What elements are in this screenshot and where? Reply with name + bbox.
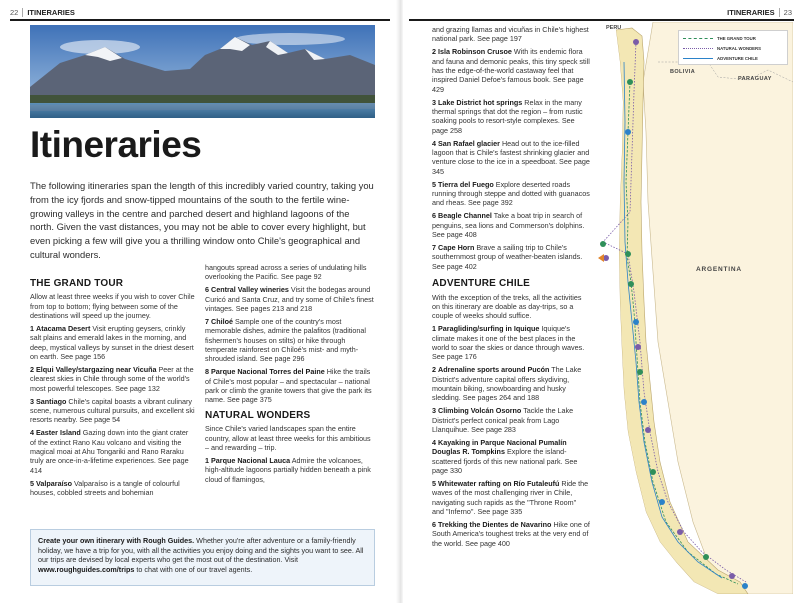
- list-item: 3 Lake District hot springs Relax in the many thermal springs that dot the region – from rustic soaking pools to resort-style complexes. See page 258: [432, 97, 583, 135]
- promo-link[interactable]: www.roughguides.com/trips: [38, 564, 135, 574]
- legend-item-grand-tour: THE GRAND TOUR: [683, 34, 756, 42]
- legend-swatch: [683, 48, 713, 49]
- header-rule: [409, 19, 794, 21]
- page-title: Itineraries: [30, 124, 202, 165]
- promo-body: Whether you're after adventure or a family-friendly holiday, we have a trip for you, with all the activities you enjoy doing and the sights you want to see. All our trips are devised by local experts who get the most out of the destination. Visit: [38, 536, 364, 565]
- list-item: 5 Whitewater rafting on Río Futaleufú Ride the waves of the most challenging river in Chile, navigating such rapids as the "Throne Room" and "Inferno". See page 335: [432, 478, 589, 516]
- list-item-continued: hangouts spread across a series of undulating hills overlooking the Pacific. See page 92: [205, 263, 367, 282]
- list-item: 2 Elqui Valley/stargazing near Vicuña Peer at the clearest skies in Chile through some of the world's most powerful telescopes. See page 132: [30, 365, 194, 393]
- list-item: 1 Atacama Desert Visit erupting geysers, crinkly salt plains and emerald lakes in the morning, and deep, mystical valleys by sunset in the driest desert on earth. See page 156: [30, 324, 194, 362]
- running-head-separator: [22, 8, 23, 17]
- grand-tour-intro: Allow at least three weeks if you wish to cover Chile from top to bottom; flying between some of the destinations will speed up the journey.: [30, 292, 195, 321]
- right-running-head: [727, 6, 792, 18]
- list-item-continued: and grazing llamas and vicuñas in Chile's highest national park. See page 197: [432, 25, 589, 44]
- adventure-chile-heading: ADVENTURE CHILE: [432, 278, 531, 290]
- adventure-chile-intro: With the exception of the treks, all the activities on this itinerary are doable as day-trips, so a couple of weeks should suffice.: [432, 292, 582, 321]
- list-item: 4 San Rafael glacier Head out to the ice-filled lagoon that is Chile's fastest shrinking glacier and venture close to the ice in a speedboat. See page 345: [432, 138, 590, 176]
- list-item: 7 Cape Horn Brave a sailing trip to Chile's southernmost group of weather-beaten islands. See page 402: [432, 242, 583, 271]
- list-item: 2 Isla Robinson Crusoe With its endemic flora and fauna and demonic peaks, this tiny speck still has the edge-of-the-world castaway feel that inspired Daniel Defoe's famous book. See page 429: [432, 47, 590, 94]
- list-item: 4 Kayaking in Parque Nacional Pumalín Douglas R. Tompkins Explore the island-scattered fjords of this new national park. See page 330: [432, 437, 578, 475]
- legend-item-natural-wonders: NATURAL WONDERS: [683, 44, 761, 52]
- left-page: [0, 0, 397, 603]
- map-label-bolivia: BOLIVIA: [670, 69, 696, 75]
- map-label-paraguay: PARAGUAY: [738, 76, 772, 82]
- list-item: 3 Santiago Chile's capital boasts a vibrant culinary scene, numerous cultural pursuits, and excellent ski resorts nearby. See page 54: [30, 396, 195, 425]
- list-item: 1 Paragliding/surfing in Iquique Iquique's climate makes it one of the best places in the world to soar the skies or dance through waves. See page 176: [432, 324, 585, 362]
- chile-itinerary-map: [598, 22, 793, 594]
- natural-wonders-intro: Since Chile's varied landscapes span the entire country, allow at least three weeks for this ambitious – and rewarding – trip.: [205, 424, 371, 453]
- list-item: 6 Trekking the Dientes de Navarino Hike one of South America's toughest treks at the very end of the world. See page 400: [432, 519, 590, 548]
- header-rule: [10, 19, 390, 21]
- list-item: 6 Central Valley wineries Visit the bodegas around Curicó and Santa Cruz, and try some of Chile's finest vintages. See pages 213 and 218: [205, 285, 374, 314]
- map-legend: [678, 30, 788, 65]
- right-section-title: ITINERARIES: [727, 7, 775, 17]
- list-item: 4 Easter Island Gazing down into the giant crater of the extinct Rano Kau volcano and visiting the magical moai at Ahu Tongariki and Rano Raraku truly are once-in-a-lifetime experiences. See page 414: [30, 428, 189, 475]
- list-item: 7 Chiloé Sample one of the country's most memorable dishes, admire the palafitos (traditional fishermen's houses on stilts) or hike through temperate rainforest on Chiloé's mist- and myth-shrouded island. See page 296: [205, 316, 366, 364]
- legend-swatch: [683, 58, 713, 59]
- rough-guides-promo-box: [30, 529, 375, 586]
- list-item: 8 Parque Nacional Torres del Paine Hike the trails of Chile's most popular – and spectacular – national park or climb the granite towers that give the park its name. See page 375: [205, 367, 372, 405]
- map-canvas: [598, 22, 793, 594]
- hero-photo-torres-del-paine: [30, 25, 375, 118]
- running-head-separator: [779, 8, 780, 17]
- list-item: 6 Beagle Channel Take a boat trip in search of penguins, sea lions and Commerson's dolphins. See page 408: [432, 211, 585, 240]
- legend-item-adventure-chile: ADVENTURE CHILE: [683, 54, 758, 62]
- promo-tail: to chat with one of our travel agents.: [136, 564, 253, 574]
- list-item: 3 Climbing Volcán Osorno Tackle the Lake District's perfect conical peak from Lago Llanquihue. See page 283: [432, 406, 574, 434]
- promo-lead: Create your own itinerary with Rough Guides.: [38, 536, 195, 545]
- map-label-argentina: ARGENTINA: [696, 266, 742, 273]
- map-label-peru: PERU: [606, 25, 622, 31]
- grand-tour-heading: THE GRAND TOUR: [30, 278, 124, 289]
- intro-paragraph: The following itineraries span the length of this incredibly varied country, taking you from the icy fjords and snow-tipped mountains of the south to the fertile wine-growing valleys in the centre and parched desert and highland lagoons of the north. Given the vast distances, you may not be able to cover every highlight, but even picking a few will give you a thrilling window onto Chile's geographical and cultural wonders.: [30, 180, 374, 260]
- natural-wonders-heading: NATURAL WONDERS: [205, 409, 311, 421]
- left-running-head: [10, 6, 75, 18]
- left-page-number: 22: [10, 7, 19, 17]
- left-section-title: ITINERARIES: [27, 7, 75, 17]
- right-page-number: 23: [783, 7, 792, 17]
- legend-swatch: [683, 38, 713, 39]
- third-column: [432, 25, 590, 551]
- list-item: 1 Parque Nacional Lauca Admire the volcanoes, high-altitude lagoons partially hidden beneath a pink cloud of flamingos,: [205, 455, 371, 484]
- list-item: 5 Tierra del Fuego Explore deserted roads running through steppe and dotted with guanacos and rheas. See page 392: [432, 179, 590, 208]
- list-item: 5 Valparaíso Valparaíso is a tangle of colourful houses, cobbled streets and bohemian: [30, 478, 180, 498]
- second-column: [205, 263, 375, 487]
- list-item: 2 Adrenaline sports around Pucón The Lake District's adventure capital offers skydiving, mountain biking, snowboarding and husky sledding. See pages 264 and 188: [432, 365, 582, 403]
- grand-tour-column: [30, 278, 196, 501]
- mountain-lake-illustration: [30, 25, 375, 118]
